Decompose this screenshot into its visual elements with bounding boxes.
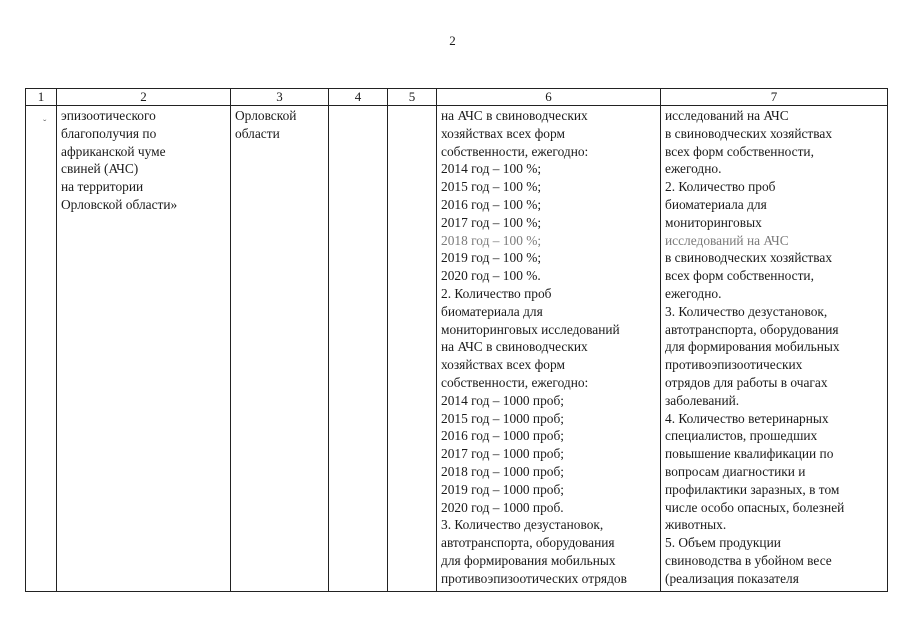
cell-text-line: биоматериала для (441, 303, 543, 319)
cell-text-line: области (235, 125, 280, 141)
cell-text-line: 2018 год – 1000 проб; (441, 463, 565, 479)
cell-text-line: собственности, ежегодно: (441, 143, 589, 159)
cell-text-line: заболеваний. (665, 392, 740, 408)
cell-text-line: 2015 год – 100 %; (441, 179, 542, 195)
column-header-7: 7 (661, 89, 888, 106)
cell-program-name (57, 106, 231, 592)
cell-text-line: 2018 год – 100 %; (441, 232, 542, 248)
column-header-2: 2 (57, 89, 231, 106)
cell-text-line: для формирования мобильных (665, 339, 840, 355)
column-header-3: 3 (231, 89, 329, 106)
cell-text-line: 2016 год – 1000 проб; (441, 428, 565, 444)
cell-text-line: числе особо опасных, болезней (665, 499, 845, 515)
cell-text-line: на АЧС в свиноводческих (441, 108, 588, 123)
cell-text-line: 2019 год – 1000 проб; (441, 481, 565, 497)
cell-text-line: африканской чуме (61, 143, 166, 159)
cell-text-line: повышение квалификации по (665, 446, 834, 462)
cell-text-line: исследований на АЧС (665, 108, 789, 123)
cell-text-line: для формирования мобильных (441, 552, 616, 568)
cell-text-line: в свиноводческих хозяйствах (665, 125, 833, 141)
cell-text-line: всех форм собственности, (665, 143, 814, 159)
cell-text-line: 2015 год – 1000 проб; (441, 410, 565, 426)
cell-col5 (388, 106, 437, 592)
cell-text-line: свиней (АЧС) (61, 161, 139, 177)
column-header-5: 5 (388, 89, 437, 106)
cell-text-line: животных. (665, 517, 727, 533)
cell-text-line: всех форм собственности, (665, 268, 814, 284)
cell-text-line: мониторинговых исследований (441, 321, 620, 337)
cell-text-line: ежегодно. (665, 285, 722, 301)
cell-text-line: 2020 год – 1000 проб. (441, 499, 564, 515)
cell-text-line: противоэпизоотических отрядов (441, 570, 627, 586)
cell-text-line: Орловской (235, 108, 297, 123)
cell-text-line: на АЧС в свиноводческих (441, 339, 588, 355)
cell-text-line: благополучия по (61, 125, 157, 141)
cell-text-line: 3. Количество дезустановок, (441, 517, 604, 533)
cell-text-line: (реализация показателя (665, 570, 799, 586)
cell-text-line: 2017 год – 1000 проб; (441, 446, 565, 462)
cell-text-line: автотранспорта, оборудования (441, 535, 615, 551)
cell-text-line: 2014 год – 1000 проб; (441, 392, 565, 408)
cell-text-line: на территории (61, 179, 144, 195)
cell-target-indicators (437, 106, 661, 592)
cell-text-line: эпизоотического (61, 108, 156, 123)
header-row (26, 89, 888, 106)
column-header-4: 4 (329, 89, 388, 106)
cell-text-line: 2019 год – 100 %; (441, 250, 542, 266)
cell-text-line: 2017 год – 100 %; (441, 214, 542, 230)
cell-text-line: свиноводства в убойном весе (665, 552, 832, 568)
cell-text-line: профилактики заразных, в том (665, 481, 840, 497)
cell-col4 (329, 106, 388, 592)
cell-text-line: 2016 год – 100 %; (441, 196, 542, 212)
cell-text-line: в свиноводческих хозяйствах (665, 250, 833, 266)
cell-text-line: 2. Количество проб (665, 179, 776, 195)
cell-text-line: специалистов, прошедших (665, 428, 818, 444)
cell-text-line: ежегодно. (665, 161, 722, 177)
column-header-1: 1 (26, 89, 57, 106)
cell-region (231, 106, 329, 592)
page-number: 2 (449, 33, 456, 48)
cell-text-line: 2. Количество проб (441, 285, 552, 301)
cell-text-line: исследований на АЧС (665, 232, 789, 248)
column-header-6: 6 (437, 89, 661, 106)
cell-text-line: отрядов для работы в очагах (665, 374, 828, 390)
cell-text-line: автотранспорта, оборудования (665, 321, 839, 337)
table-row (26, 106, 888, 592)
scan-mark: ˇ (43, 119, 47, 130)
program-indicators-table (25, 88, 888, 592)
cell-text-line: хозяйствах всех форм (441, 357, 565, 373)
cell-text-line: 2014 год – 100 %; (441, 161, 542, 177)
cell-text-line: 4. Количество ветеринарных (665, 410, 829, 426)
cell-text-line: биоматериала для (665, 196, 767, 212)
cell-indicator-list (661, 106, 888, 592)
cell-text-line: 5. Объем продукции (665, 535, 781, 551)
cell-col1 (26, 106, 57, 592)
cell-text-line: 3. Количество дезустановок, (665, 303, 828, 319)
cell-text-line: хозяйствах всех форм (441, 125, 565, 141)
cell-text-line: вопросам диагностики и (665, 463, 806, 479)
cell-text-line: противоэпизоотических (665, 357, 803, 373)
cell-text-line: собственности, ежегодно: (441, 374, 589, 390)
cell-text-line: Орловской области» (61, 196, 178, 212)
cell-text-line: мониторинговых (665, 214, 762, 230)
cell-text-line: 2020 год – 100 %. (441, 268, 541, 284)
